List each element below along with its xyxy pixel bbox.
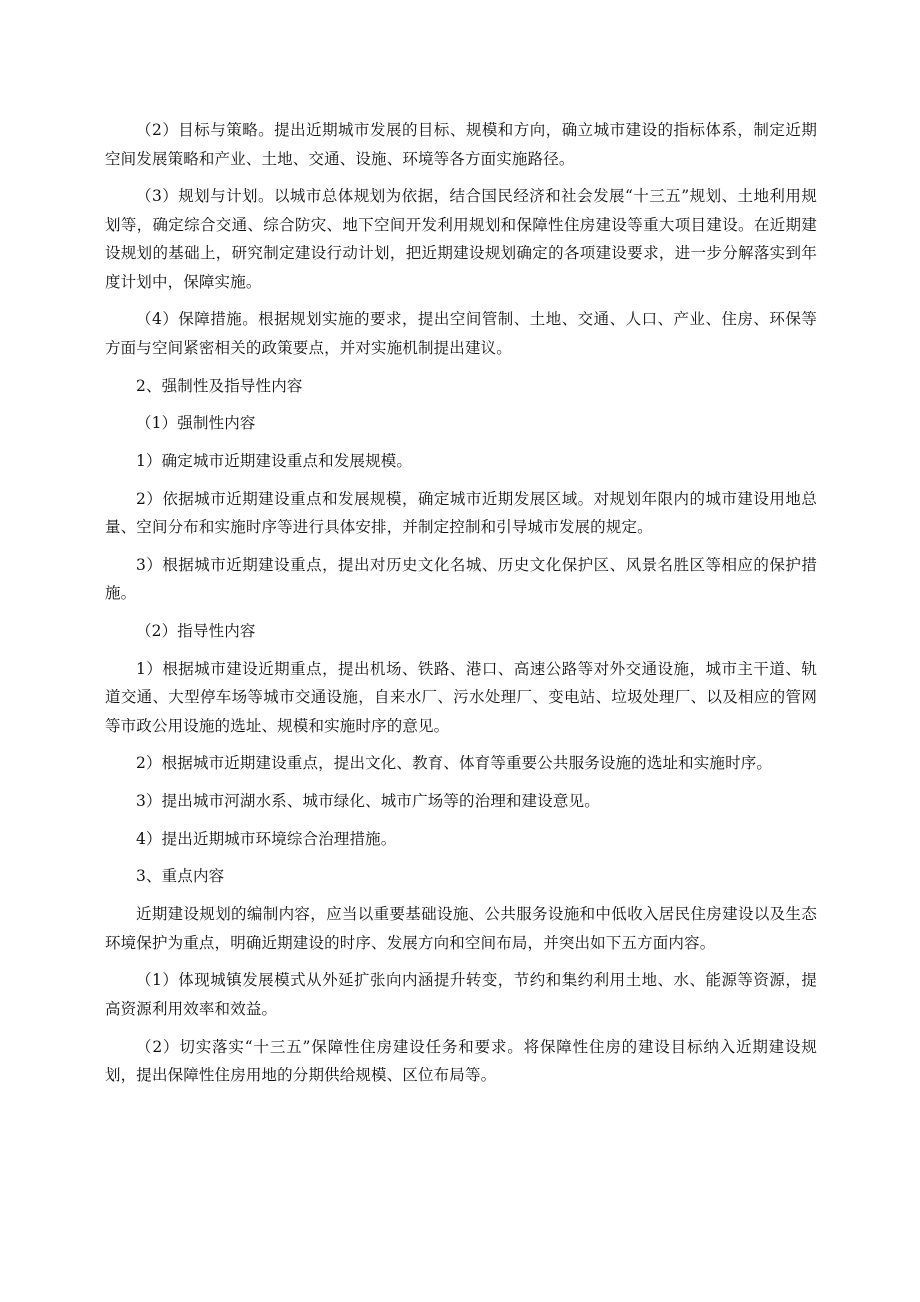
subheading-mandatory: （1）强制性内容 xyxy=(136,414,256,433)
guiding-item-1: 1）根据城市建设近期重点，提出机场、铁路、港口、高速公路等对外交通设施，城市主干道、轨道交通、大型停车场等城市交通设施，自来水厂、污水处理厂、变电站、垃圾处理厂、以及相应的管网等市政公用设施的选址、规模和实施时序的意见。 xyxy=(105,659,817,735)
section-heading-mandatory-guiding: 2、强制性及指导性内容 xyxy=(136,376,303,395)
guiding-item-3: 3）提出城市河湖水系、城市绿化、城市广场等的治理和建设意见。 xyxy=(136,792,600,811)
mandatory-item-2: 2）依据城市近期建设重点和发展规模，确定城市近期发展区域。对规划年限内的城市建设用地总量、空间分布和实施时序等进行具体安排，并制定控制和引导城市发展的规定。 xyxy=(105,489,817,537)
guiding-item-2: 2）根据城市近期建设重点，提出文化、教育、体育等重要公共服务设施的选址和实施时序。 xyxy=(136,754,773,773)
mandatory-item-1: 1）确定城市近期建设重点和发展规模。 xyxy=(136,451,413,470)
key-content-item-2: （2）切实落实“十三五”保障性住房建设任务和要求。将保障性住房的建设目标纳入近期建设规划，提出保障性住房用地的分期供给规模、区位布局等。 xyxy=(105,1037,817,1084)
section-heading-key-content: 3、重点内容 xyxy=(136,867,225,886)
paragraph-safeguards: （4）保障措施。根据规划实施的要求，提出空间管制、土地、交通、人口、产业、住房、环保等方面与空间紧密相关的政策要点，并对实施机制提出建议。 xyxy=(105,310,817,357)
key-content-intro: 近期建设规划的编制内容，应当以重要基础设施、公共服务设施和中低收入居民住房建设以及生态环境保护为重点，明确近期建设的时序、发展方向和空间布局，并突出如下五方面内容。 xyxy=(105,905,817,952)
document-body xyxy=(105,116,817,1099)
subheading-guiding: （2）指导性内容 xyxy=(136,622,256,640)
guiding-item-4: 4）提出近期城市环境综合治理措施。 xyxy=(136,829,397,848)
key-content-item-1: （1）体现城镇发展模式从外延扩张向内涵提升转变，节约和集约利用土地、水、能源等资源，提高资源利用效率和效益。 xyxy=(105,971,817,1018)
paragraph-goals-strategy: （2）目标与策略。提出近期城市发展的目标、规模和方向，确立城市建设的指标体系，制定近期空间发展策略和产业、土地、交通、设施、环境等各方面实施路径。 xyxy=(105,121,817,168)
mandatory-item-3: 3）根据城市近期建设重点，提出对历史文化名城、历史文化保护区、风景名胜区等相应的保护措施。 xyxy=(105,555,817,603)
paragraph-planning: （3）规划与计划。以城市总体规划为依据，结合国民经济和社会发展“十三五”规划、土地利用规划等，确定综合交通、综合防灾、地下空间开发利用规划和保障性住房建设等重大项目建设。在近期建设规划的基础上，研究制定建设行动计划，把近期建设规划确定的各项建设要求，进一步分解落实到年度计划中，保障实施。 xyxy=(105,187,817,291)
